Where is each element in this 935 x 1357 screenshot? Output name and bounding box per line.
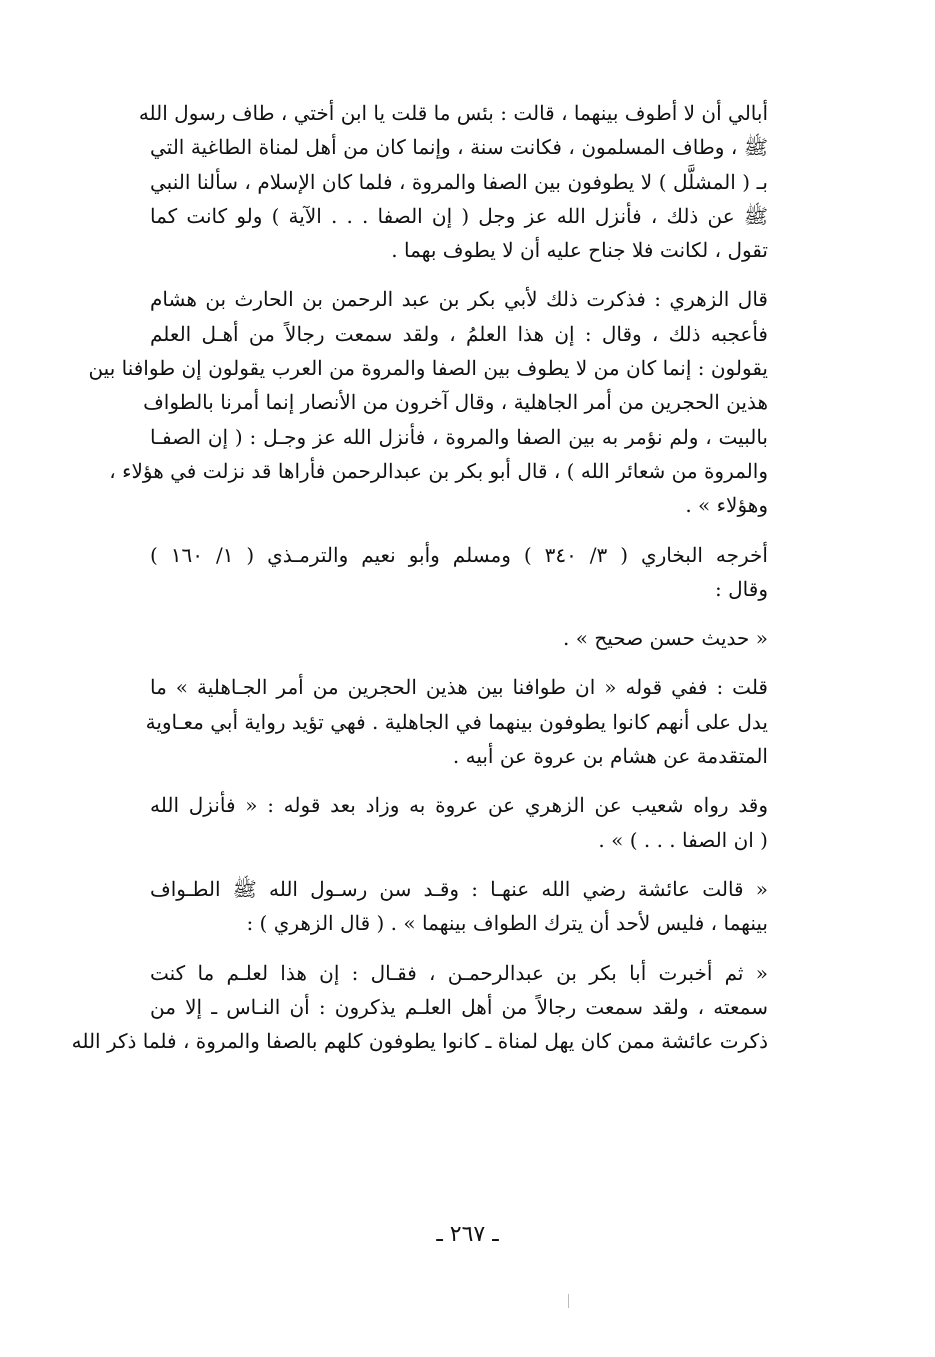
scan-speck <box>568 1294 569 1308</box>
page-number: ـ ٢٦٧ ـ <box>436 1222 499 1247</box>
text-line: ذكرت عائشة ممن كان يهل لمناة ـ كانوا يطوفون كلهم بالصفا والمروة ، فلما ذكر الله <box>71 1029 768 1054</box>
paragraph <box>150 872 768 941</box>
text-line: وقد رواه شعيب عن الزهري عن عروة به وزاد بعد قوله : « فأنزل الله <box>150 793 768 818</box>
text-line: وهؤلاء » . <box>685 493 768 518</box>
text-line: « ثم أخبرت أبا بكر بن عبدالرحمـن ، فقـال : إن هذا لعلـم ما كنت <box>150 960 768 985</box>
text-line: فأعجبه ذلك ، وقال : إن هذا العلمُ ، ولقد سمعت رجالاً من أهـل العلم <box>150 321 768 346</box>
paragraph <box>150 788 768 857</box>
paragraph <box>88 282 768 522</box>
text-line: أخرجه البخاري ( ٣/ ٣٤٠ ) ومسلم وأبو نعيم والترمـذي ( ١/ ١٦٠ ) <box>150 542 768 567</box>
text-line: المتقدمة عن هشام بن عروة عن أبيه . <box>452 744 768 769</box>
text-line: « حديث حسن صحيح » . <box>563 626 768 651</box>
text-line: يقولون : إنما كان من لا يطوف بين الصفا والمروة من العرب يقولون إن طوافنا بين <box>88 356 768 381</box>
text-line: « قالت عائشة رضي الله عنهـا : وقـد سن رسـول الله ﷺ الطـواف <box>150 876 768 901</box>
text-line: بينهما ، فليس لأحد أن يترك الطواف بينهما » . ( قال الزهري ) : <box>246 911 768 936</box>
text-line: أبالي أن لا أطوف بينهما ، قالت : بئس ما قلت يا ابن أختي ، طاف رسول الله <box>138 101 768 125</box>
text-line: بـ ( المشلَّل ) لا يطوفون بين الصفا والمروة ، فلما كان الإسلام ، سألنا النبي <box>150 169 768 194</box>
paragraph <box>150 621 768 655</box>
text-line: تقول ، لكانت فلا جناح عليه أن لا يطوف بهما . <box>391 238 768 263</box>
text-line: وقال : <box>715 576 768 601</box>
page-body <box>71 96 768 1073</box>
paragraph <box>138 96 768 267</box>
text-line: قلت : ففي قوله « ان طوافنا بين هذين الحجرين من أمر الجـاهلية » ما <box>150 675 768 700</box>
text-line: ( ان الصفا . . . ) » . <box>598 827 768 852</box>
text-line: بالبيت ، ولم نؤمر به بين الصفا والمروة ، فأنزل الله عز وجـل : ( إن الصفـا <box>150 424 768 449</box>
text-line: ﷺ ، وطاف المسلمون ، فكانت سنة ، وإنما كان من أهل لمناة الطاغية التي <box>150 135 768 160</box>
text-line: قال الزهري : فذكرت ذلك لأبي بكر بن عبد الرحمن بن الحارث بن هشام <box>150 287 768 312</box>
text-line: يدل على أنهم كانوا يطوفون بينهما في الجاهلية . فهي تؤيد رواية أبي معـاوية <box>145 709 768 734</box>
paragraph <box>71 956 768 1059</box>
text-line: هذين الحجرين من أمر الجاهلية ، وقال آخرون من الأنصار إنما أمرنا بالطواف <box>143 390 768 415</box>
text-line: سمعته ، ولقد سمعت رجالاً من أهل العلـم يذكرون : أن النـاس ـ إلا من <box>150 994 768 1019</box>
paragraph <box>145 670 768 773</box>
text-line: ﷺ عن ذلك ، فأنزل الله عز وجل ( إن الصفا . . . الآية ) ولو كانت كما <box>150 203 768 228</box>
text-line: والمروة من شعائر الله ) ، قال أبو بكر بن عبدالرحمن فأراها قد نزلت في هؤلاء ، <box>109 458 768 483</box>
paragraph <box>150 538 768 607</box>
